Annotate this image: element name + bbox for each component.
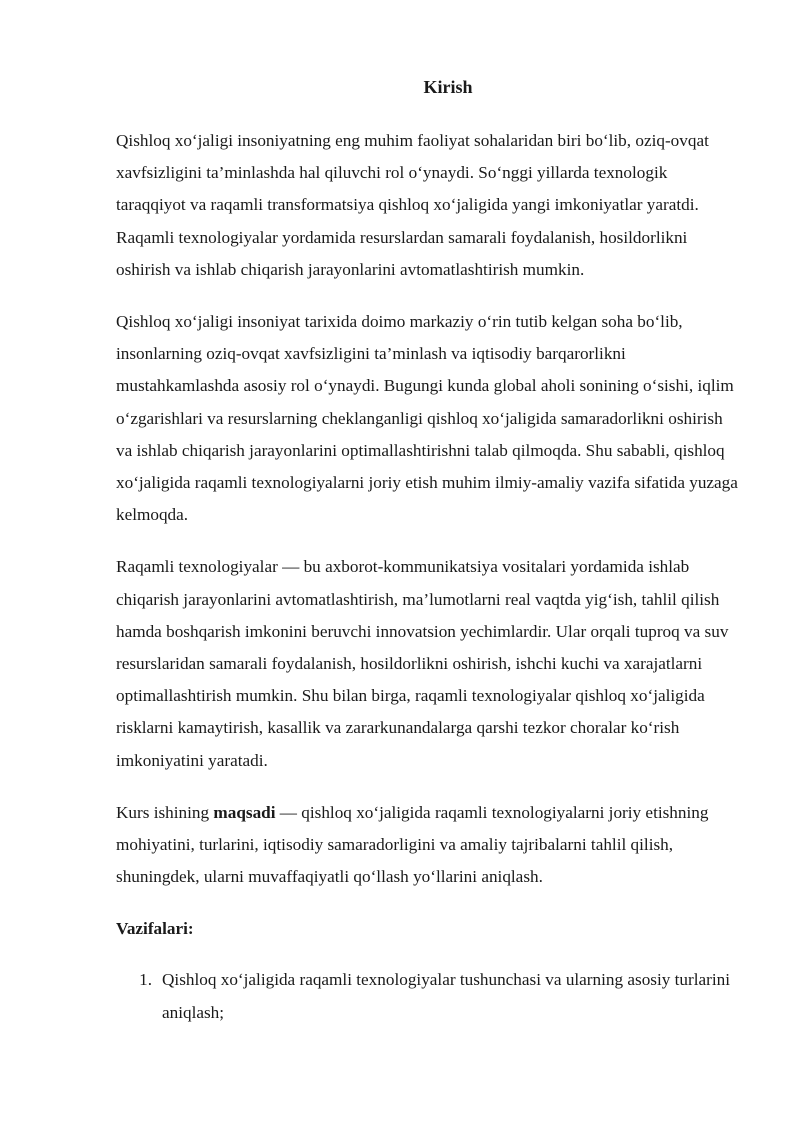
paragraph-3: Raqamli texnologiyalar — bu axborot-kommunikatsiya vositalari yordamida ishlab chiqarish jarayonlarini avtomatlashtirish, ma’lumotlarni real vaqtda yig‘ish, tahlil qilish hamda boshqarish imkonini beruvchi innovatsion yechimlardir. Ular orqali tuproq va suv resurslaridan samarali foydalanish, hosildorlikni oshirish, ishchi kuchi va xarajatlarni optimallashtirish mumkin. Shu bilan birga, raqamli texnologiyalar qishloq xo‘jaligida risklarni kamaytirish, kasallik va zararkunandalarga qarshi tezkor choralar ko‘rish imkoniyatini yaratadi. <box>116 557 729 770</box>
goal-bold-word: maqsadi <box>213 802 276 822</box>
goal-text: — qishloq xo‘jaligida raqamli texnologiyalarni joriy etishning mohiyatini, turlarini, iqtisodiy samaradorligini va amaliy tajribalarni tahlil qilish, shuningdek, ularni muvaffaqiyatli qo‘llash yo‘llarini aniqlash. <box>116 802 709 887</box>
list-item <box>116 964 740 1028</box>
paragraph-2: Qishloq xo‘jaligi insoniyat tarixida doimo markaziy o‘rin tutib kelgan soha bo‘lib, insonlarning oziq-ovqat xavfsizligini ta’minlash va iqtisodiy barqarorlikni mustahkamlashda asosiy rol o‘ynaydi. Bugungi kunda global aholi sonining o‘sishi, iqlim o‘zgarishlari va resurslarning cheklanganligi qishloq xo‘jaligida samaradorlikni oshirish va ishlab chiqarish jarayonlarini optimallashtirishni talab qilmoqda. Shu sababli, qishloq xo‘jaligida raqamli texnologiyalarni joriy etish muhim ilmiy-amaliy vazifa sifatida yuzaga kelmoqda. <box>116 312 738 525</box>
list-item-text: Qishloq xo‘jaligida raqamli texnologiyalar tushunchasi va ularning asosiy turlarini aniqlash; <box>162 970 731 1022</box>
document-title: Kirish <box>423 77 473 97</box>
goal-paragraph <box>116 797 740 894</box>
tasks-heading: Vazifalari: <box>116 919 194 939</box>
paragraph-1: Qishloq xo‘jaligi insoniyatning eng muhim faoliyat sohalaridan biri bo‘lib, oziq-ovqat xavfsizligini ta’minlashda hal qiluvchi rol o‘ynaydi. So‘nggi yillarda texnologik taraqqiyot va raqamli transformatsiya qishloq xo‘jaligida yangi imkoniyatlar yaratdi. Raqamli texnologiyalar yordamida resurslardan samarali foydalanish, hosildorlikni oshirish va ishlab chiqarish jarayonlarini avtomatlashtirish mumkin. <box>116 131 709 279</box>
tasks-list <box>116 964 740 1028</box>
goal-prefix: Kurs ishining <box>116 802 214 822</box>
list-item-number: 1. <box>139 970 152 990</box>
